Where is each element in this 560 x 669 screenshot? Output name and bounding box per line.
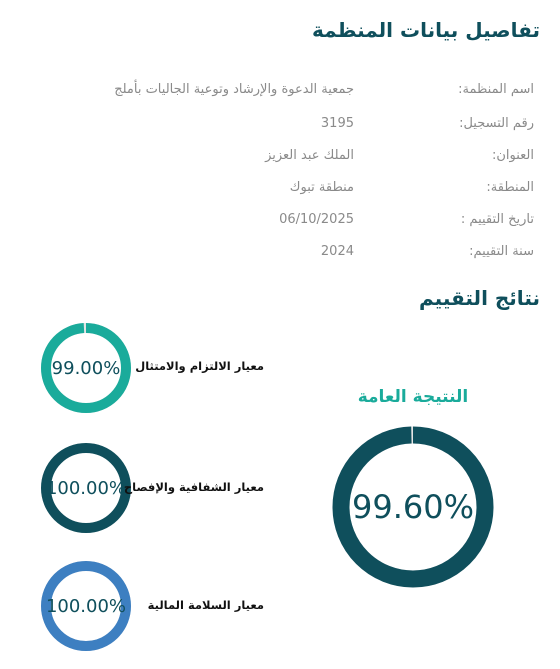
info-label: اسم المنظمة: [458,82,534,97]
info-row-region [0,180,560,200]
compliance-label: معيار الالتزام والامتثال [135,359,264,373]
compliance-ring [40,322,132,414]
page-title: تفاصيل بيانات المنظمة [312,18,540,42]
info-value: 06/10/2025 [279,212,354,227]
info-value: جمعية الدعوة والإرشاد وتوعية الجاليات بأملج [114,82,354,97]
overall-result-title: النتيجة العامة [357,387,469,407]
info-row-registration [0,116,560,136]
financial-safety-ring [40,560,132,652]
info-label: تاريخ التقييم : [460,212,534,227]
financial-safety-score: 100.00% [45,595,127,617]
info-label: رقم التسجيل: [459,116,534,131]
info-value: 2024 [320,244,354,259]
info-row-address [0,148,560,168]
results-title: نتائج التقييم [418,286,540,310]
info-row-name [0,82,560,102]
info-label: المنطقة: [486,180,534,195]
transparency-label: معيار الشفافية والإفصاح [123,480,264,494]
financial-safety-label: معيار السلامة المالية [147,598,264,612]
overall-ring [331,425,495,589]
info-value: 3195 [320,116,354,131]
info-label: سنة التقييم: [469,244,534,259]
transparency-ring [40,442,132,534]
info-label: العنوان: [491,148,534,163]
overall-score: 99.60% [351,488,474,526]
info-value: منطقة تبوك [289,180,354,195]
transparency-score: 100.00% [45,477,127,499]
info-value: الملك عبد العزيز [265,148,354,163]
compliance-score: 99.00% [51,357,121,379]
info-row-eval-date [0,212,560,232]
info-row-eval-year [0,244,560,264]
